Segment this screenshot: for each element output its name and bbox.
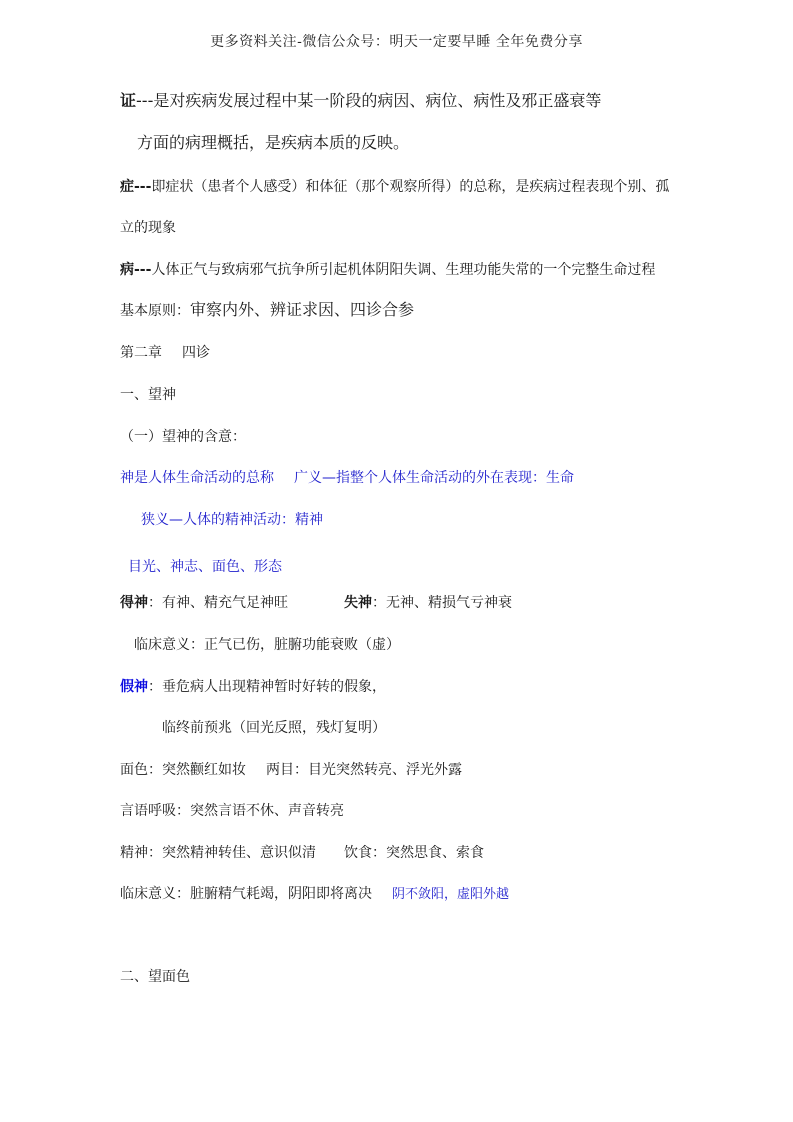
- shen-narrow: 狭义—人体的精神活动：精神: [141, 512, 323, 528]
- definition-text: 是对疾病发展过程中某一阶段的病因、病位、病性及邪正盛衰等: [153, 91, 602, 110]
- dash: ---: [134, 262, 152, 278]
- shen-broad: 广义—指整个人体生命活动的外在表现：生命: [294, 470, 574, 486]
- term-zheng: 证: [120, 91, 137, 110]
- shen-total: 神是人体生命活动的总称: [120, 470, 274, 486]
- jingshen-row: [120, 844, 484, 862]
- term-bing: 病: [120, 262, 134, 278]
- section-heading-2: 二、望面色: [120, 969, 190, 985]
- yanyu-row: 言语呼吸：突然言语不休、声音转亮: [120, 803, 344, 819]
- dash: ---: [134, 179, 152, 195]
- jiashen-omen: 临终前预兆（回光反照，残灯复明）: [162, 720, 386, 736]
- yinshi-text: 饮食：突然思食、索食: [344, 845, 484, 861]
- section-heading-1: 一、望神: [120, 387, 176, 403]
- chapter-number: 第二章: [120, 345, 162, 361]
- principle-text: 审察内外、辨证求因、四诊合参: [190, 300, 415, 319]
- jingshen-text: 精神：突然精神转佳、意识似清: [120, 845, 316, 861]
- shen-aspects: 目光、神志、面色、形态: [128, 559, 282, 575]
- mianse-text: 面色：突然颧红如妆: [120, 762, 246, 778]
- chapter-heading: [120, 344, 210, 362]
- term-deshen: 得神: [120, 595, 148, 611]
- clinical-significance-1: 临床意义：正气已伤，脏腑功能衰败（虚）: [134, 637, 400, 653]
- definition-bing: [120, 261, 655, 279]
- jiashen-row: [120, 678, 386, 696]
- jiashen-text: ：垂危病人出现精神暂时好转的假象，: [148, 679, 386, 695]
- subsection-heading: （一）望神的含意：: [120, 429, 246, 445]
- shishen-row: [344, 594, 512, 612]
- chapter-title: 四诊: [182, 345, 210, 361]
- dash: ---: [136, 91, 154, 110]
- mianse-row: [120, 761, 462, 779]
- term-zhengzhuang: 症: [120, 179, 134, 195]
- clinical-significance-2: [120, 885, 509, 904]
- page-header: 更多资料关注-微信公众号：明天一定要早睡 全年免费分享: [210, 34, 583, 50]
- basic-principle: [120, 301, 414, 320]
- definition-zhengzhuang: [120, 178, 669, 196]
- definition-zhengzhuang-cont: 立的现象: [120, 220, 176, 236]
- term-shishen: 失神: [344, 595, 372, 611]
- term-jiashen: 假神: [120, 679, 148, 695]
- clinical2-note: 阴不敛阳，虚阳外越: [392, 887, 510, 902]
- deshen-text: ：有神、精充气足神旺: [148, 595, 288, 611]
- shen-definition: [120, 469, 574, 487]
- definition-zheng-cont: 方面的病理概括，是疾病本质的反映。: [137, 133, 410, 152]
- clinical2-text: 临床意义：脏腑精气耗竭，阴阳即将离决: [120, 886, 372, 902]
- shishen-text: ：无神、精损气亏神衰: [372, 595, 512, 611]
- definition-zheng: [120, 92, 601, 110]
- definition-text: 即症状（患者个人感受）和体征（那个观察所得）的总称，是疾病过程表现个别、孤: [151, 179, 670, 195]
- principle-label: 基本原则：: [120, 303, 190, 319]
- definition-text: 人体正气与致病邪气抗争所引起机体阴阳失调、生理功能失常的一个完整生命过程: [151, 262, 656, 278]
- deshen-row: [120, 594, 288, 612]
- liangmu-text: 两目：目光突然转亮、浮光外露: [266, 762, 462, 778]
